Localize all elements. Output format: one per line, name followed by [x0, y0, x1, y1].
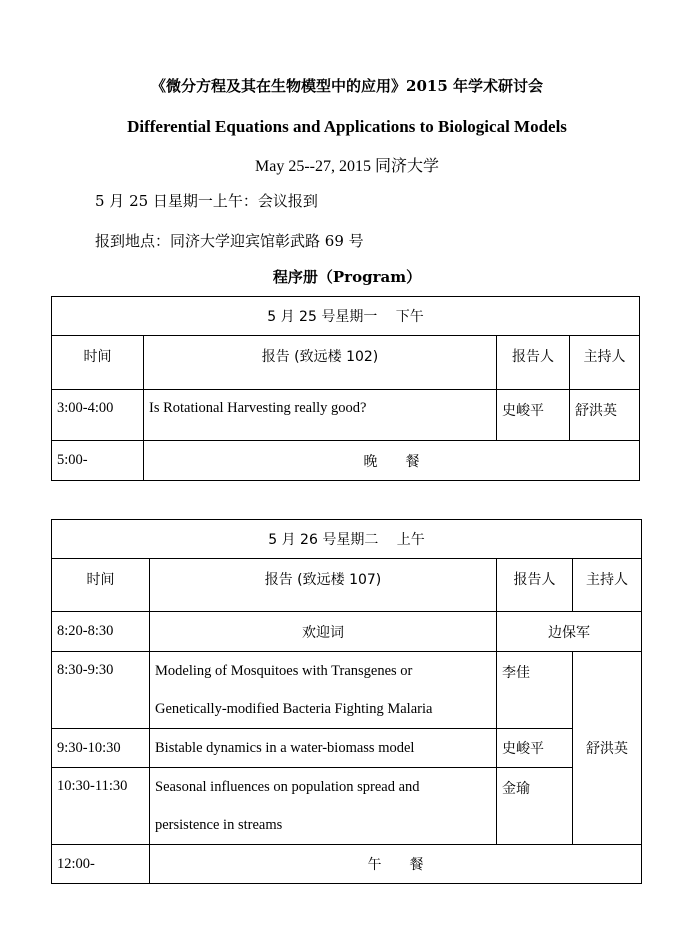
column-header-talk: [144, 336, 497, 390]
column-header-host: 主持人: [573, 559, 642, 612]
table-row: [52, 768, 642, 845]
column-header-host: 主持人: [570, 336, 640, 390]
document-subtitle: Differential Equations and Applications to Biological Models: [127, 117, 567, 136]
table-row: [52, 390, 640, 441]
talk-title-line: persistence in streams: [155, 817, 283, 833]
column-header-speaker: 报告人: [497, 336, 570, 390]
schedule-table-day1: [51, 296, 640, 481]
host-cell: 舒洪英: [570, 390, 640, 441]
welcome-cell: 欢迎词: [150, 612, 497, 652]
talk-title-line: Seasonal influences on population spread and: [155, 779, 420, 795]
meal-cell: 午 餐: [150, 845, 642, 884]
speaker-cell: 李佳: [497, 652, 573, 729]
day-heading: 5 月 25 号星期一 下午: [52, 297, 640, 336]
table-row: [52, 845, 642, 884]
column-header-time: 时间: [52, 336, 144, 390]
speaker-cell: 金瑜: [497, 768, 573, 845]
table-row: [52, 612, 642, 652]
program-heading: 程序册（Program）: [272, 268, 422, 286]
column-header-speaker: 报告人: [497, 559, 573, 612]
column-header-talk: [150, 559, 497, 612]
speaker-cell: 边保军: [497, 612, 642, 652]
time-cell: 10:30-11:30: [52, 768, 150, 845]
time-cell: 5:00-: [52, 441, 144, 481]
time-cell: 3:00-4:00: [52, 390, 144, 441]
column-header-talk-label: 报告 (致远楼 107): [264, 572, 382, 588]
document-title: 《微分方程及其在生物模型中的应用》2015 年学术研讨会: [151, 77, 543, 95]
column-header-time: 时间: [52, 559, 150, 612]
day-heading: 5 月 26 号星期二 上午: [52, 520, 642, 559]
speaker-cell: 史峻平: [497, 390, 570, 441]
conference-dates: May 25--27, 2015 同济大学: [255, 158, 439, 175]
table-row: [52, 441, 640, 481]
host-cell: 舒洪英: [573, 652, 642, 845]
time-cell: 12:00-: [52, 845, 150, 884]
meal-cell: 晚 餐: [144, 441, 640, 481]
schedule-table-day2: [51, 519, 642, 884]
talk-title-line: Genetically-modified Bacteria Fighting Malaria: [155, 701, 433, 717]
registration-info: 5 月 25 日星期一上午：会议报到: [95, 192, 318, 210]
talk-title-cell: Bistable dynamics in a water-biomass model: [150, 729, 497, 768]
talk-title-cell: [150, 652, 497, 729]
talk-title-cell: [150, 768, 497, 845]
talk-title-cell: Is Rotational Harvesting really good?: [144, 390, 497, 441]
time-cell: 9:30-10:30: [52, 729, 150, 768]
talk-title-line: Modeling of Mosquitoes with Transgenes or: [155, 663, 413, 679]
speaker-cell: 史峻平: [497, 729, 573, 768]
table-row: [52, 652, 642, 729]
table-row: [52, 729, 642, 768]
time-cell: 8:20-8:30: [52, 612, 150, 652]
time-cell: 8:30-9:30: [52, 652, 150, 729]
registration-location: 报到地点：同济大学迎宾馆彰武路 69 号: [95, 232, 364, 250]
column-header-talk-label: 报告 (致远楼 102): [261, 349, 379, 365]
